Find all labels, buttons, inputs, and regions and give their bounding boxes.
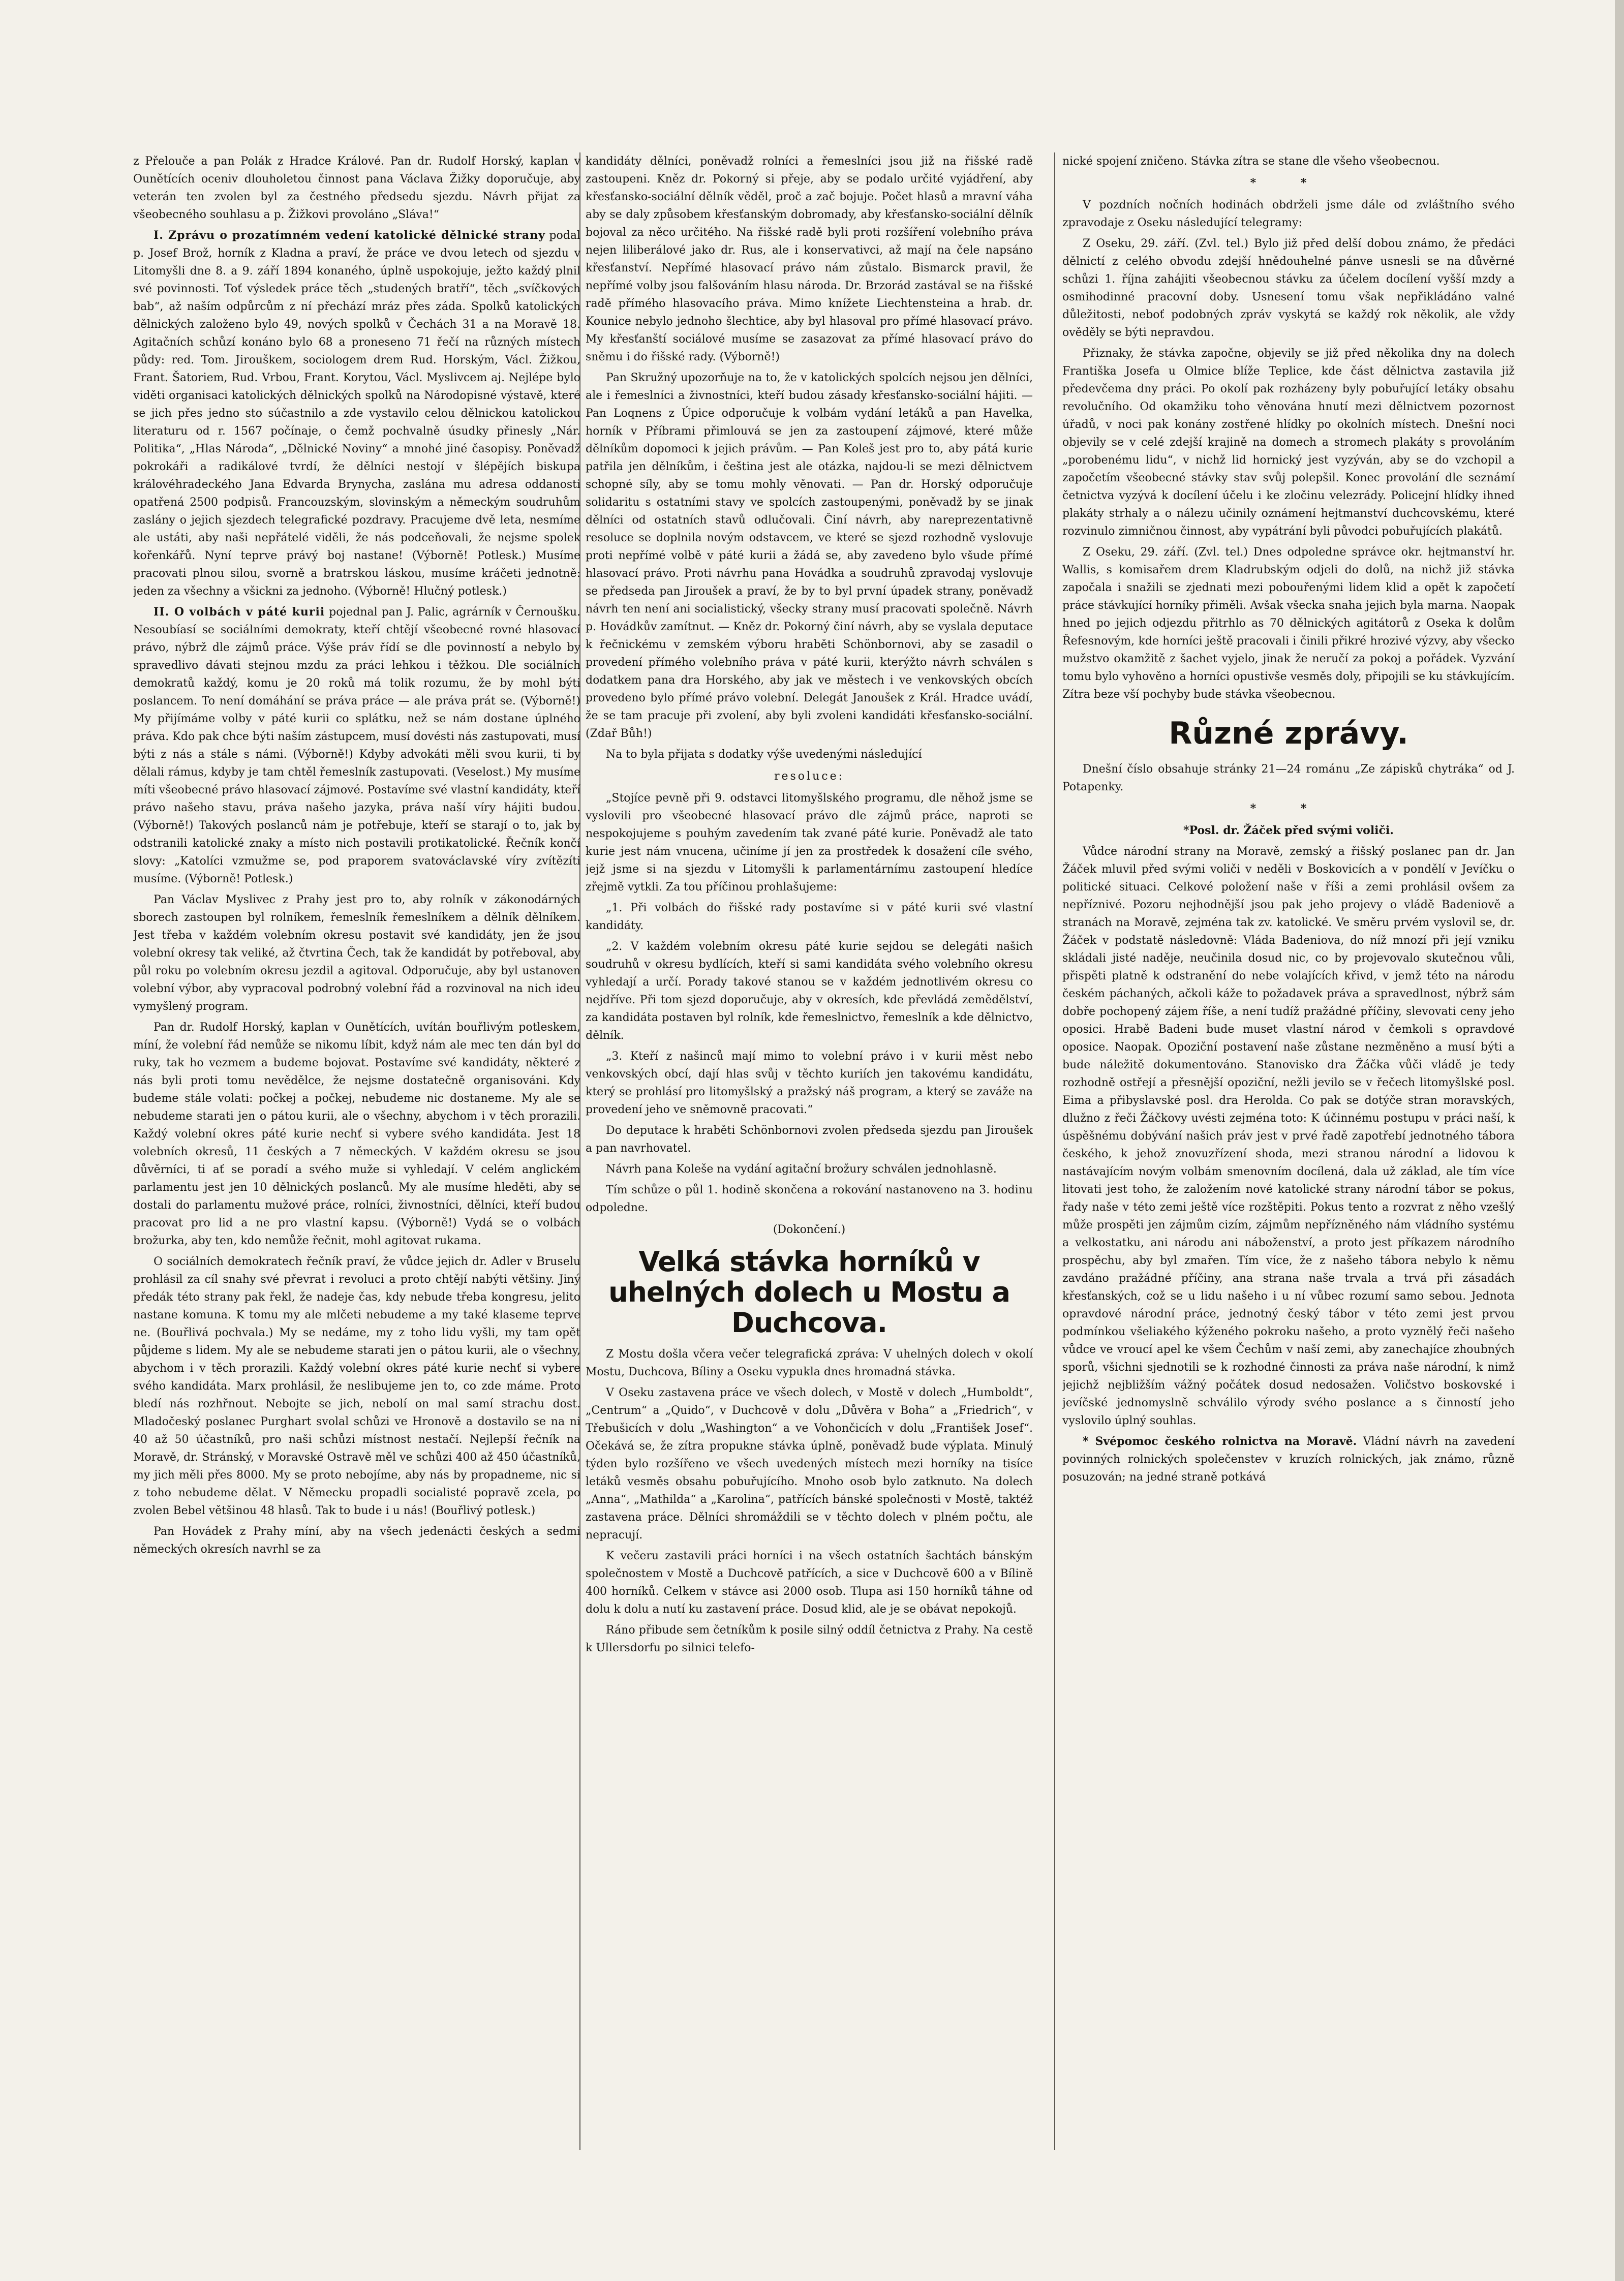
paragraph xyxy=(133,227,580,600)
paragraph: Z Oseku, 29. září. (Zvl. tel.) Dnes odpoledne správce okr. hejtmanství hr. Wallis, s komisařem drem Kladrubským odjeli do dolů, na nichž již stávka započala i snažili se zjednati mezi pobouřenými lidem klid a opět k započetí práce stávkující horníky přiměli. Avšak všecka snaha jejich byla marna. Naopak hned po jejich odjezdu přitrhlo as 70 dělnických agitátorů z Oseka k dolům Řefesnovým, kde horníci ještě pracovali i činili přikré hrozivé výzvy, aby všecko mužstvo okamžitě z šachet vyjelo, jinak že neručí za pokoj a pořádek. Vyzvání tomu bylo vyhověno a horníci opustivše vesměs doly, připojili se ku stávkujícím. Zítra beze vší pochyby bude stávka všeobecnou. xyxy=(1062,546,1515,701)
paragraph: Z Oseku, 29. září. (Zvl. tel.) Bylo již před delší dobou známo, že předáci dělnictí z celého obvodu zdejší hnědouhelné pánve usnesli se na důvěrné schůzi 1. října zahájiti všeobecnou stávku za účelem docílení vyšší mzdy a osmihodinné pracovní doby. Usnesení tomu však nepřikládáno valné důležitosti, neboť podobných zpráv vyskytá se každý rok několik, ale vždy ověděly se býti nepravdou. xyxy=(1062,237,1515,339)
paragraph: Ráno přibude sem četníkům k posile silný oddíl četnictva z Prahy. Na cestě k Ullersdorfu po silnici telefo- xyxy=(586,1624,1033,1654)
paragraph: kandidáty dělníci, poněvadž rolníci a řemeslníci jsou již na řišské radě zastoupeni. Kněz dr. Pokorný si přeje, aby se podalo určité vyjádření, aby křesťansko-sociální dělník věděl, proč a zač bojuje. Počet hlasů a mravní váha aby se daly způsobem křesťanským dobromady, aby křesťansko-sociální dělník bojoval za něco určitého. Na řišské radě byli proti rozšíření volebního práva nejen liliberálové jako dr. Rus, ale i konservativci, až mají na čele napsáno křesťanství. Nepřímé hlasovací právo nám zůstalo. Bismarck pravil, že nepřímé volby jsou falšováním hlasu národa. Dr. Brzorád zastával se na řišské radě přímého hlasovacího práva. Mimo knížete Liechtensteina a hrab. dr. Kounice nebylo jednoho šlechtice, aby byl hlasoval pro přímé hlasovací právo. My křesťanští sociálové musíme se zasazovat za přímé hlasovací právo do sněmu i do řišské rady. (Výborně!) xyxy=(586,155,1033,363)
paragraph: Návrh pana Koleše na vydání agitační brožury schválen jednohlasně. xyxy=(606,1163,997,1176)
paragraph: K večeru zastavili práci horníci i na všech ostatních šachtách bánským společnostem v Mostě a Duchcově patřících, a sice v Duchcově 600 a v Bílině 400 horníků. Celkem v stávce asi 2000 osob. Tlupa asi 150 horníků táhne od dolu k dolu a nutí ku zastavení práce. Dosud klid, ale je se obávat nepokojů. xyxy=(586,1550,1033,1616)
paragraph: V Oseku zastavena práce ve všech dolech, v Mostě v dolech „Humboldt“, „Centrum“ a „Quido“, v Duchcově v dolu „Důvěra v Boha“ a „Friedrich“, v Třebušicích v dolu „Washington“ a ve Vohončicích v dolu „František Josef“. Očekává se, že zítra propukne stávka úplně, poněvadž bude výplata. Minulý týden bylo rozšířeno ve všech uvedených místech mezi horníky na tisíce letáků vesměs obsahu pobuřujícího. Mnoho osob bylo zatknuto. Na dolech „Anna“, „Mathilda“ a „Karolina“, patřících bánské společnosti v Mostě, taktéž zastavena práce. Dělníci shromáždili se v těchto dolech v plném počtu, ale nepracují. xyxy=(586,1386,1033,1542)
paragraph: z Přelouče a pan Polák z Hradce Králové. Pan dr. Rudolf Horský, kaplan v Ounětících oceniv dlouholetou činnost pana Václava Žižky doporučuje, aby veterán ten zvolen byl za čestného předsedu sjezdu. Návrh přijat za všeobecného souhlasu a p. Žižkovi provoláno „Sláva!“ xyxy=(133,155,580,221)
separator-stars: * * xyxy=(1250,176,1327,190)
section-heading: I. Zprávu o prozatímném vedení katolické dělnické strany xyxy=(154,229,545,242)
paragraph xyxy=(133,603,580,888)
paragraph: Vůdce národní strany na Moravě, zemský a řišský poslanec pan dr. Jan Žáček mluvil před svými voliči v neděli v Boskovicích a v pondělí v Jevíčku o politické situaci. Celkové položení naše v říši a zemi prohlásil ovšem za nepříznivé. Pozoru nejhodnější jsou pak jeho projevy o vládě Badeniově a stranách na Moravě, zejména tak zv. katolické. Ve směru prvém vyslovil se, dr. Žáček v podstatě následovně: Vláda Badeniova, do níž mnozí při její vzniku skládali jisté naděje, neučinila dosud nic, co by projevovalo skutečnou vůli, přispěti platně k odstranění do nebe volajících křivd, v jemž této na národu českém páchaných, ačkoli káže to požadavek práva a spravedlnost, nýbrž sám dobře pochopený zájem říše, a není tudíž pražádné příčiny, slevovati ceny jeho oposici. Hrabě Badeni bude muset vlastní národ v čemkoli s opravdové oposice. Naopak. Opoziční postavení naše zůstane nezměněno a musí býti a bude náležitě dokumentováno. Stanovisko dra Žáčka vůči vládě je tedy rozhodně ostřejí a přesnější opoziční, nežli jevilo se v řečech litomyšlské posl. Eima a přibyslavské posl. dra Herolda. Co pak se dotýče stran moravských, dlužno z řeči Žáčkovy uvésti zejména toto: K účinnému postupu v práci naší, k úspěšnému dobývání našich práv jest v prvé řadě zapotřebí jednotného tábora českého, k jehož znovuzřízení shoda, mezi stranou národní a lidovou k nastávajícím novým volbám smenovním docílená, dala už základ, ale tím více litovati jest toho, že založením nové katolické strany národní tábor se pokus, řady naše v této zemi ještě více rozštěpiti. Pokus tento a rozvrat z něho vzešlý může prospěti jen zájmům cizím, zájmům nepřízněného nám vládního systému a velkostatku, ani národu ani náboženství, a proto jest příkazem národního prospěchu, aby byl zmařen. Tím více, že z našeho tábora nebylo k němu zavdáno pražádné příčiny, ana strana naše trvala a trvá při zásadách křesťanských, což se u lidu našeho i u ní vůbec rozumí samo sebou. Jednota opravdové národní práce, jednotný český tábor v této zemi jest prvou podmínkou všeliakého kýženého pokroku našeho, a proto vyznělý řeči našeho vůdce ve vroucí apel ke všem Čechům v naší zemi, aby zanechajíce zhoubných sporů, všichni sjednotili se k rozhodné činnosti za práva naše národní, k nimž jejichž nejbližším vážný počátek dosud nedosažen. Voličstvo boskovské i jevíčské jednomyslně schválilo výrody svého poslance a s činností jeho vyslovilo úplný souhlas. xyxy=(1062,845,1515,1427)
section-headline: Různé zprávy. xyxy=(1169,716,1408,751)
continuation-note: (Dokončení.) xyxy=(773,1223,846,1236)
paragraph: Tím schůze o půl 1. hodině skončena a rokování nastanoveno na 3. hodinu odpoledne. xyxy=(586,1184,1033,1214)
section-text: podal p. Josef Brož, horník z Kladna a praví, že práce ve dvou letech od sjezdu v Litomyšli dne 8. a 9. září 1894 konaného, úplně uspokojuje, ježto každý plnil své povinnosti. Toť výsledek práce těch „studených bratří“, těch „svíčkových bab“, až naším odpůrcům z ní přechází mráz přes záda. Spolků katolických dělnických založeno bylo 49, nových spolků v Čechách 31 a na Moravě 18. Agitačních schůzí konáno bylo 68 a proneseno 71 řečí na různých místech půdy: red. Tom. Jirouškem, sociologem drem Rud. Horským, Václ. Žižkou, Frant. Šatoriem, Rud. Vrbou, Frant. Korytou, Václ. Myslivcem aj. Nejlépe bylo viděti organisaci katolických dělnických spolků na Národopisné výstavě, které se jich přes jedno sto súčastnilo a zde vystavilo celou dělnickou katolickou literaturu od r. 1567 počínaje, o čemž pochvalně úsudky přinesly „Nár. Politika“, „Hlas Národa“, „Dělnické Noviny“ a mnohé jiné časopisy. Poněvadž pokrokáři a radikálové tvrdí, že dělníci nestojí v šlépějích biskupa královéhradeckého Jana Edvarda Brynycha, zaslána mu adresa oddanosti opatřená 2500 podpisů. Francouzským, slovinským a německým soudruhům zaslány o jejich sjezdech telegrafické pozdravy. Pracujeme dvě leta, nesmíme ale ustáti, aby naši nepřátelé viděli, že nás podceňovali, že nejsme spolek kořenkářů. Nyní teprve právý boj nastane! (Výborně! Potlesk.) Musíme pracovati plnou silou, svorně a bratrskou láskou, musíme kráčeti jednotně: jeden za všechny a všickni za jednoho. (Výborně! Hlučný potlesk.) xyxy=(133,229,580,598)
section-text: pojednal pan J. Palic, agrárník v Černoušku. Nesoubíasí se sociálními demokraty, kteří chtějí všeobecné rovné hlasovací právo, nýbrž dle zájmů práce. Výše práv řídí se dle povinností a nebylo by spravedlivo dávati stejnou mzdu za práci lehkou i těžkou. Dle sociálních demokratů každý, komu je 20 roků má tolik rozumu, že by mohl býti poslancem. To není domáhání se práva práce — ale práva prát se. (Výborně!) My přijímáme volby v páté kurii co splátku, než se nám dostane úplného práva. Kdo pak chce býti naším zástupcem, musí dovésti nás zastupovati, musí býti z nás a stále s námi. (Výborně!) Kdyby advokáti měli svou kurii, ti by dělali rámus, kdyby je tam chtěl řemeslník zastupovati. (Veselost.) My musíme míti všeobecné právo hlasovací zájmové. Postavíme své vlastní kandidáty, kteří právo našeho stavu, práva našeho jazyka, práva naší víry hájiti budou. (Výborně!) Takových poslanců nám je potřebuje, kteří se starají o to, jak by odstranili katolické znaky a místo nich postavili protikatolické. Řečník končí slovy: „Katolíci vzmužme se, pod praporem svatováclavské víry zvítězíti musíme. (Výborně! Potlesk.) xyxy=(133,606,580,885)
resolution-label: resoluce: xyxy=(774,770,845,783)
scan-edge xyxy=(1615,0,1624,2281)
separator-stars: * * xyxy=(1250,802,1327,815)
paragraph: nické spojení zničeno. Stávka zítra se stane dle všeho všeobecnou. xyxy=(1062,155,1440,168)
paragraph: Přiznaky, že stávka započne, objevily se již před několika dny na dolech Františka Josefa u Olmice blíže Teplice, kde část dělnictva zastavila již předevčema dny práci. Po okolí pak rozházeny byly pobuřující letáky obsahu revolučního. Od okamžiku toho věnována hnutí mezi dělnictvem pozornost úřadů, v noci pak konány zostřené hlídky po okolních místech. Dnešní noci objevily se v celé zdejší krajině na domech a stromech plakáty s provoláním „porobenému lidu“, v nichž lid hornický jest vyzýván, aby se do vzchopil a započetím všeobecné stávky stav svůj polepšil. Konec provolání dle seznámí četnictva vyzývá k docílení účelu i ke zločinu velezrády. Policejní hlídky ihned plakáty strhaly a o nálezu učinily oznámení hejtmanství duchcovskému, které rozvinulo zimničnou činnost, aby vypátrání byli původci pobuřujících plakátů. xyxy=(1062,347,1515,538)
column-left xyxy=(133,152,580,2150)
paragraph: Do deputace k hraběti Schönbornovi zvolen předseda sjezdu pan Jiroušek a pan navrhovatel. xyxy=(586,1124,1033,1155)
paragraph: Pan Hovádek z Prahy míní, aby na všech jedenácti českých a sedmi německých okresích navrhl se za xyxy=(133,1525,580,1556)
paragraph: „Stojíce pevně při 9. odstavci litomyšlského programu, dle něhož jsme se vyslovili pro všeobecné hlasovací právo dle zájmů práce, naproti se nespokojujeme s pouhým zavedením tak zvané páté kurie. Poněvadž ale tato kurie jest nám vnucena, učiníme jí jen za prostředek k dosažení cíle svého, jejž jsme si na sjezdu v Litomyšli k parlamentárnímu zastoupení hledíce zřejmě vytkli. Za tou příčinou prohlašujeme: xyxy=(586,792,1033,893)
paragraph: Na to byla přijata s dodatky výše uvedenými následující xyxy=(606,748,922,761)
news-item-title: *Posl. dr. Žáček před svými voliči. xyxy=(1183,824,1394,837)
news-item-title: * Svépomoc českého rolnictva na Moravě. xyxy=(1083,1435,1357,1448)
column-right xyxy=(1062,152,1515,2145)
paragraph: „2. V každém volebním okresu páté kurie sejdou se delegáti našich soudruhů v okresu bydlících, kteří si sami kandidáta svého volebního okresu vyhledají a určí. Porady takové stanou se v každém jednotlivém okresu co nejdříve. Při tom sjezd doporučuje, aby v okresích, kde převládá zemědělství, za kandidáta postaven byl rolník, kde řemeslnictvo, řemeslník a kde dělnictvo, dělník. xyxy=(586,940,1033,1042)
paragraph: Pan Skružný upozorňuje na to, že v katolických spolcích nejsou jen dělníci, ale i řemeslníci a živnostníci, kteří budou zásady křesťansko-sociální hájiti. — Pan Loqnens z Úpice odporučuje k volbám vydání letáků a pan Havelka, horník v Příbrami přimlouvá se jen za zastoupení zájmové, které může dělníkům dopomoci k jejich právům. — Pan Koleš jest pro to, aby pátá kurie patřila jen dělníkům, i čeština jest ale otázka, najdou-li se mezi dělnictvem schopné síly, aby se tomu mohly věnovati. — Pan dr. Horský odporučuje solidaritu s ostatními stavy ve spolcích zastoupenými, poněvadž by se jinak dělníci od ostatních stavů odlučovali. Činí návrh, aby nareprezentativně resoluce se doplnila novým odstavcem, ve které se sjezd rozhodně vyslovuje proti nepřímé volbě v páté kurii a žádá se, aby zavedeno bylo všude přímé hlasovací právo. Proti návrhu pana Hovádka a soudruhů zpravodaj vyslovuje se předseda pan Jiroušek a praví, že by to byl první úpadek strany, poněvadž návrh ten není ani socialistický, všecky strany musí pracovati společně. Návrh p. Hovádkův zamítnut. — Kněz dr. Pokorný činí návrh, aby se vyslala deputace k řečnickému v zemském výboru hraběti Schönbornovi, aby se zasadil o provedení přímého volebního práva v páté kurii, kterýžto návrh schválen s dodatkem pana dra Horského, aby jak ve městech i ve venkovských obcích provedeno bylo přímé právo volební. Delegát Janoušek z Král. Hradce uvádí, že se tam pracuje při zvolení, aby byli zvoleni kandidáti křesťansko-sociální. (Zdař Bůh!) xyxy=(586,372,1033,740)
paragraph: Pan Václav Myslivec z Prahy jest pro to, aby rolník v zákonodárných sborech zastoupen byl rolníkem, řemeslník řemeslníkem a dělník dělníkem. Jest třeba v každém volebním okresu postavit své kandidáty, jen že jsou volební okresy tak veliké, až čtvrtina Čech, tak že kandidát by potřeboval, aby půl roku po volebním okresu jezdil a agitoval. Odporučuje, aby byl ustanoven volební výbor, aby vypracoval podrobný volební řád a rozvinoval na nich ideu vymyšlený program. xyxy=(133,893,580,1013)
section-heading: II. O volbách v páté kurii xyxy=(154,605,325,619)
article-headline: Velká stávka horníků v uhelných dolech u Mostu a Duchcova. xyxy=(608,1246,1010,1339)
news-item-text: Vládní návrh na zavedení povinných rolnických společenstev v kruzích rolnických, jak známo, různě posuzován; na jedné straně potkává xyxy=(1062,1435,1515,1484)
paragraph: Z Mostu došla včera večer telegrafická zpráva: V uhelných dolech v okolí Mostu, Duchcova, Bíliny a Oseku vypukla dnes hromadná stávka. xyxy=(586,1348,1033,1378)
paragraph: V pozdních nočních hodinách obdrželi jsme dále od zvláštního svého zpravodaje z Oseku následující telegramy: xyxy=(1062,199,1515,229)
paragraph xyxy=(1062,1433,1515,1486)
paragraph: Pan dr. Rudolf Horský, kaplan v Ounětících, uvítán bouřlivým potleskem, míní, že volební řád nemůže se nikomu líbit, když nám ale mec ten dán byl do ruky, tak ho vezmem a budeme bojovat. Postavíme své kandidáty, některé z nás byli proti tomu nevědělce, že nejsme dostatečně organisováni. Kdy budeme stále volati: počkej a počkej, nebudeme nic dostaneme. My ale se nebudeme starati jen o pátou kurii, ale o všechny, abychom i v těch prorazili. Každý volební okres páté kurie nechť si vybere svého kandidáta. Jest 18 volebních okresů, 11 českých a 7 německých. V každém okresu se jsou důvěrníci, ti ať se poradí a svého muže si vyhledají. V celém anglickém parlamentu jest jen 10 dělnických poslanců. My ale musíme hleděti, aby se dostali do parlamentu mužové práce, rolníci, živnostníci, dělníci, kteří budou pracovat pro lid a ne pro vlastní kapsu. (Výborně!) Vydá se o volbách brožurka, aby ten, kdo nemůže řečnit, mohl agitovat rukama. xyxy=(133,1021,580,1247)
column-divider xyxy=(1054,152,1055,2150)
paragraph: „3. Kteří z našinců mají mimo to volební právo i v kurii měst nebo venkovských obcí, dají hlas svůj v těchto kuriích jen takovému kandidátu, který se prohlásí pro litomyšlský a pražský náš program, a který se zaváže na provedení jeho ve sněmovně pracovati.“ xyxy=(586,1050,1033,1116)
paragraph: „1. Při volbách do řišské rady postavíme si v páté kurii své vlastní kandidáty. xyxy=(586,902,1033,932)
column-middle xyxy=(586,152,1033,2155)
paragraph: O sociálních demokratech řečník praví, že vůdce jejich dr. Adler v Bruselu prohlásil za cíl snahy své převrat i revoluci a proto chtějí nabýti většiny. Jiný předák této strany pak řekl, že nadeje čas, kdy nebude třeba kongresu, jelito nastane komuna. K tomu my ale mlčeti nebudeme a my také klaseme teprve ne. (Bouřlivá pochvala.) My se nedáme, my z toho lidu vyšli, my tam opět půjdeme s lidem. My ale se nebudeme starati jen o pátou kurii, ale o všechny, abychom i v těch prorazili. Každý volební okres páté kurie nechť si vybere svého kandidáta. Marx prohlásil, že neslibujeme jen to, co zde máme. Proto bledí nás rozhřnout. Nebojte se jich, nebolí on mal samí strachu dost. Mladočeský poslanec Purghart svolal schůzi ve Hronově a dostavilo se na ni 40 až 50 účastníků, pro naši schůzi místnost nestačí. Nejlepší řečník na Moravě, dr. Stránský, v Moravské Ostravě měl ve schůzi 400 až 450 účastníků, my jich měli přes 8000. My se proto nebojíme, aby nás by propadneme, nic si z toho nebudeme dělat. V Německu propadli socialisté popravě zcela, po zvolen Bebel většinou 48 hlasů. Tak to bude i u nás! (Bouřlivý potlesk.) xyxy=(133,1255,580,1517)
paragraph: Dnešní číslo obsahuje stránky 21—24 románu „Ze zápisků chytráka“ od J. Potapenky. xyxy=(1062,763,1515,793)
